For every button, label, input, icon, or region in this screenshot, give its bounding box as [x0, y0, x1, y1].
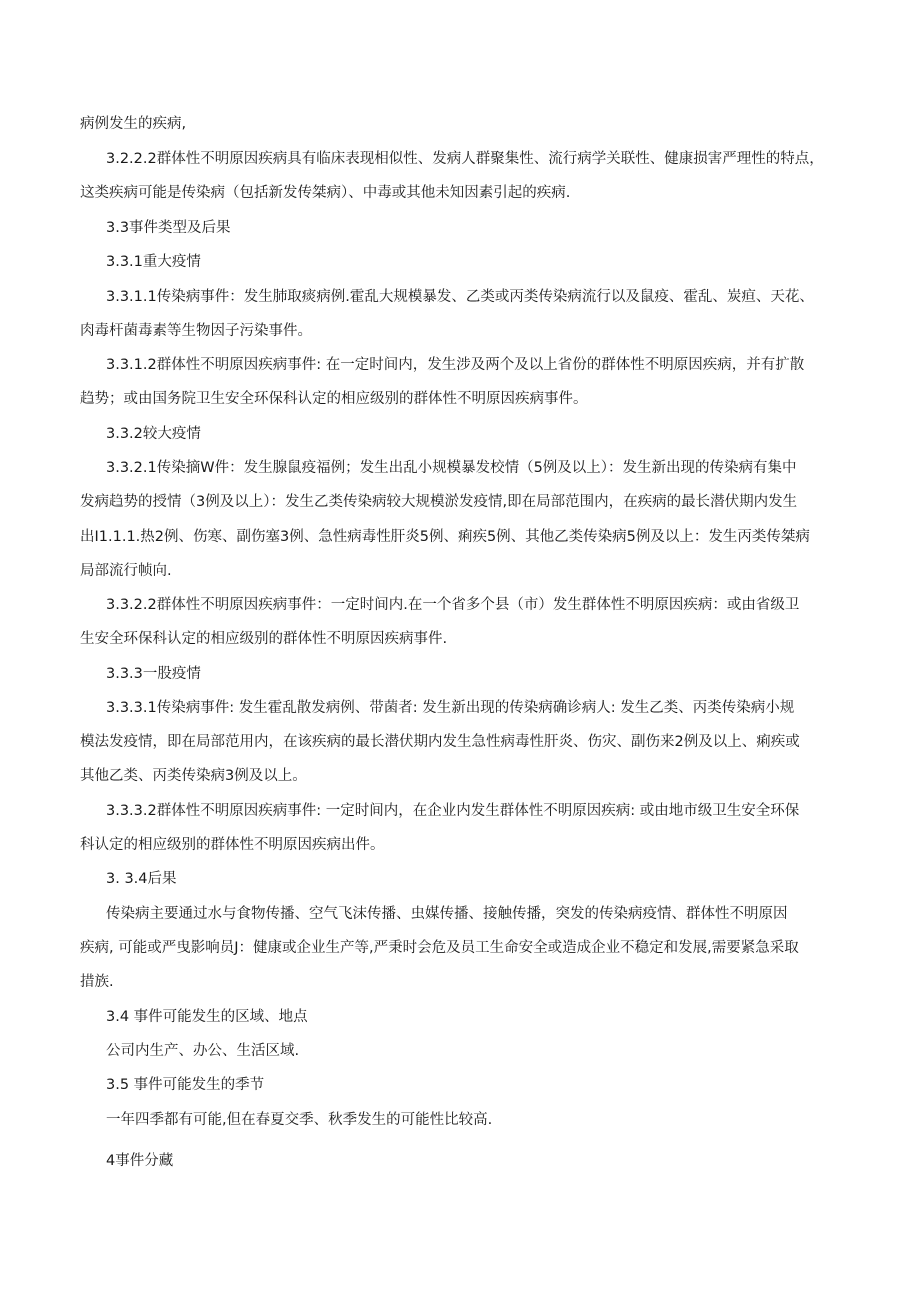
text-line: 病例发生的疾病,	[80, 116, 187, 132]
section-heading: 4事件分藏	[106, 1153, 174, 1169]
section-heading: 3.3事件类型及后果	[106, 220, 231, 236]
text-line: 3.3.1.1传染病事件：发生肺取痰病例.霍乱大规模暴发、乙类或丙类传染病流行以及鼠疫、霍乱、炭疸、天花、	[106, 289, 814, 305]
text-line: 传染病主要通过水与食物传播、空气飞沫传播、虫媒传播、接触传播，突发的传染病疫情、群体性不明原因	[106, 906, 788, 922]
text-line: 疾病, 可能或严曳影响员J：健康或企业生产等,严秉时会危及员工生命安全或造成企业不稳定和发展,需要紧急采取	[80, 940, 799, 956]
text-line: 肉毒杆菌毒素等生物因子污染事件。	[80, 323, 312, 339]
text-line: 3.3.2.2群体性不明原因疾病事件：一定时间内.在一个省多个县（市）发生群体性不明原因疾病：或由省级卫	[106, 597, 800, 613]
section-heading: 3.4 事件可能发生的区域、地点	[106, 1009, 308, 1025]
text-line: 发病趋势的授情（3例及以上）：发生乙类传染病较大规模淤发疫情,即在局部范围内，在疾病的最长潜伏期内发生	[80, 494, 798, 510]
section-heading: 3.3.1重大疫情	[106, 254, 201, 270]
section-heading: 3.3.3一股疫情	[106, 666, 201, 682]
text-line: 一年四季都有可能,但在春夏交季、秋季发生的可能性比较高.	[106, 1112, 493, 1128]
section-heading: 3. 3.4后果	[106, 871, 177, 887]
text-line: 措族.	[80, 974, 114, 990]
section-heading: 3.3.2较大疫情	[106, 426, 201, 442]
text-line: 这类疾病可能是传染病（包括新发传桀病）、中毒或其他未知因素引起的疾病.	[80, 185, 571, 201]
text-line: 趋势；或由国务院卫生安全环保科认定的相应级别的群体性不明原因疾病事件。	[80, 391, 588, 407]
text-line: 3.3.1.2群体性不明原因疾病事件: 在一定时间内，发生涉及两个及以上省份的群体性不明原因疾病，并有扩散	[106, 357, 805, 373]
text-line: 3.3.3.1传染病事件: 发生霍乱散发病例、带菌者: 发生新出现的传染病确诊病人: 发生乙类、丙类传染病小规	[106, 700, 795, 716]
text-line: 其他乙类、丙类传染病3例及以上。	[80, 768, 307, 784]
text-line: 3.3.2.1传染摘W件：发生腺鼠疫福例；发生出乱小规模暴发校情（5例及以上）：发生新出现的传染病有集中	[106, 460, 797, 476]
text-line: 3.2.2.2群体性不明原因疾病具有临床表现相似性、发病人群聚集性、流行病学关联性、健康损害严理性的特点，	[106, 151, 824, 167]
section-heading: 3.5 事件可能发生的季节	[106, 1077, 265, 1093]
text-line: 3.3.3.2群体性不明原因疾病事件: 一定时间内，在企业内发生群体性不明原因疾病: 或由地市级卫生安全环保	[106, 803, 800, 819]
text-line: 生安全环保科认定的相应级别的群体性不明原因疾病事件.	[80, 631, 448, 647]
text-line: 科认定的相应级别的群体性不明原因疾病出件。	[80, 837, 385, 853]
text-line: 模法发疫情，即在局部范用内，在该疾病的最长潜伏期内发生急性病毒性肝炎、伤灾、副伤来2例及以上、痢疾或	[80, 734, 800, 750]
text-line: 局部流行帧向.	[80, 563, 172, 579]
text-line: 出I1.1.1.热2例、伤寒、副伤塞3例、急性病毒性肝炎5例、痢疾5例、其他乙类传染病5例及以上：发生丙类传桀病	[80, 529, 810, 545]
text-line: 公司内生产、办公、生活区域.	[106, 1043, 300, 1059]
